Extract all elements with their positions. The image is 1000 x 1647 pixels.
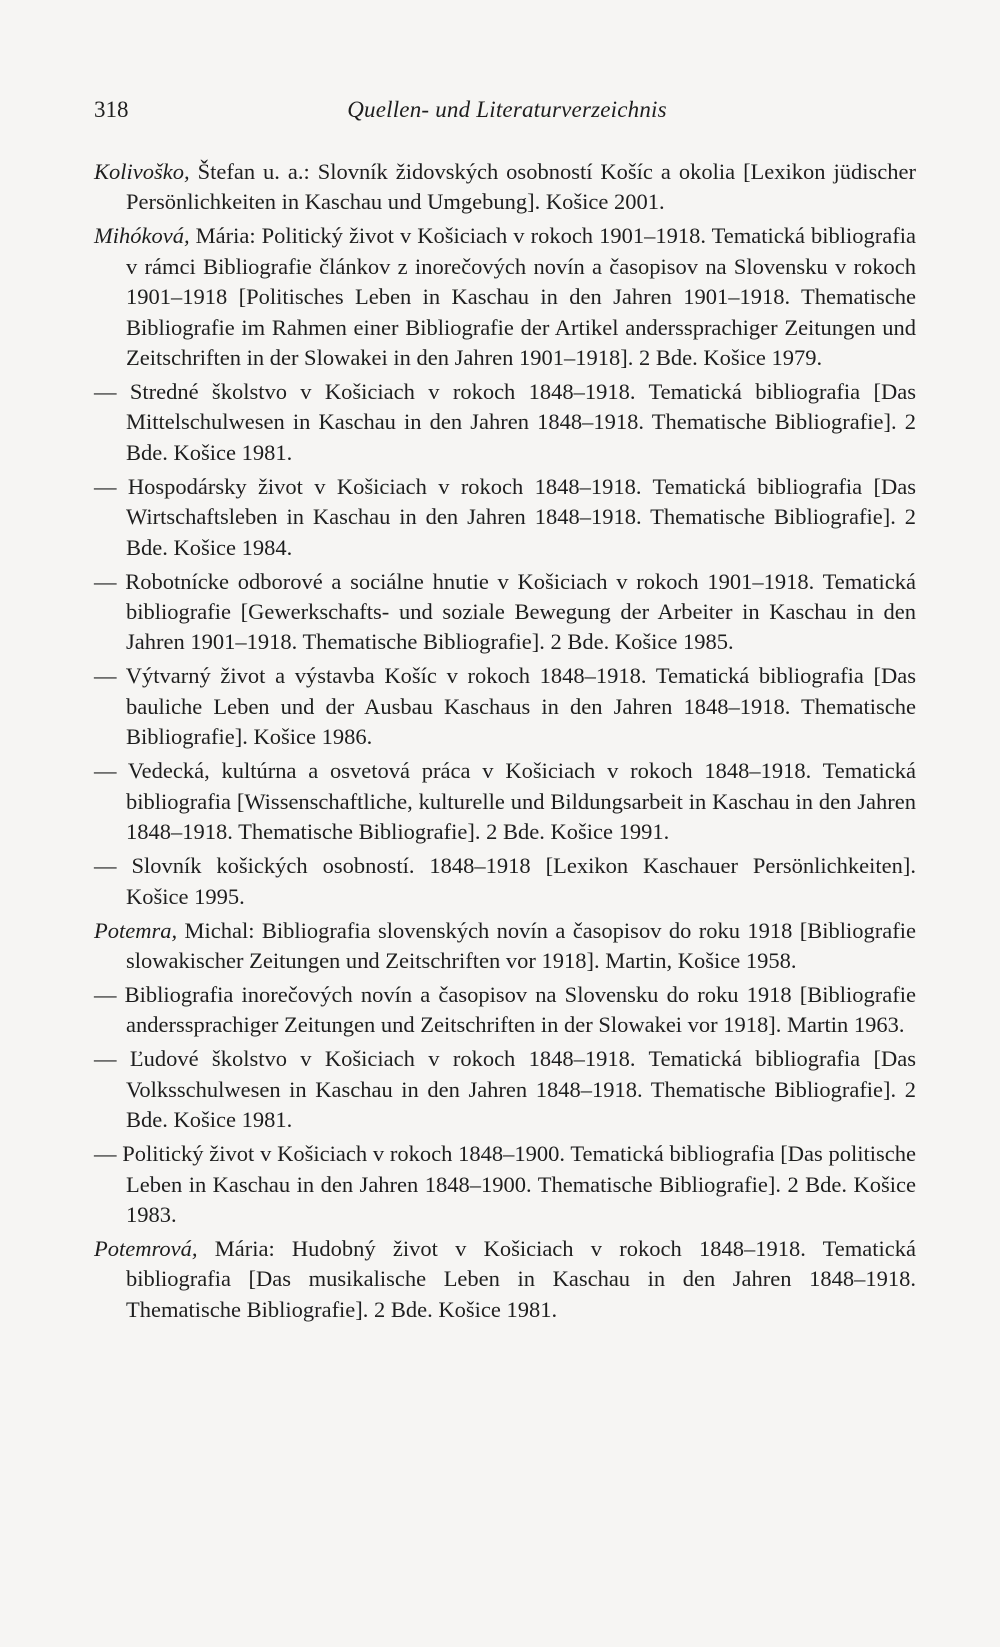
entry-text: Štefan u. a.: Slovník židovských osobností Košíc a okolia [Lexikon jüdischer Persönlichkeiten in Kaschau und Umgebung]. Košice 2001. [126,159,916,215]
entry-text: Michal: Bibliografia slovenských novín a časopisov do roku 1918 [Bibliografie slowakischer Zeitungen und Zeitschriften vor 1918]. Martin, Košice 1958. [126,917,916,973]
bibliography-entry [94,472,916,563]
bibliography-entry [94,851,916,912]
entry-text: Politický život v Košiciach v rokoch 1848–1900. Tematická bibliografia [Das politische Leben in Kaschau in den Jahren 1848–1900. Thematische Bibliografie]. 2 Bde. Košice 1983. [116,1141,916,1227]
bibliography-entry [94,377,916,468]
entry-dash: — [94,1046,117,1072]
entry-text: Slovník košických osobností. 1848–1918 [Lexikon Kaschauer Persönlichkeiten]. Košice 1995. [116,853,916,909]
bibliography-entry [94,567,916,658]
entry-dash: — [94,758,117,784]
entry-text: Bibliografia inorečových novín a časopisov na Slovensku do roku 1918 [Bibliografie anderssprachiger Zeitungen und Zeitschriften in der Slowakei vor 1918]. Martin 1963. [116,981,916,1038]
bibliography-entry [94,1044,916,1135]
running-head [94,92,920,128]
entry-text: Mária: Politický život v Košiciach v rokoch 1901–1918. Tematická bibliografia v rámci Bibliografie článkov z inorečových novín a časopisov na Slovensku v rokoch 1901–1918 [Politisches Leben in Kaschau in den Jahren 1901–1918. Thematische Bibliografie im Rahmen einer Bibliografie der Artikel anderssprachiger Zeitungen und Zeitschriften in der Slowakei in den Jahren 1901–1918]. 2 Bde. Košice 1979. [126,223,916,371]
bibliography-entry [94,980,916,1041]
entry-text: Stredné školstvo v Košiciach v rokoch 1848–1918. Tematická bibliografia [Das Mittelschulwesen in Kaschau in den Jahren 1848–1918. Thematische Bibliografie]. 2 Bde. Košice 1981. [116,379,916,465]
bibliography-entry [94,157,916,218]
entry-author: Potemra, [94,917,178,943]
bibliography-entry [94,916,916,977]
entry-dash: — [94,473,117,499]
entry-text: Ľudové školstvo v Košiciach v rokoch 1848–1918. Tematická bibliografia [Das Volksschulwesen in Kaschau in den Jahren 1848–1918. Thematische Bibliografie]. 2 Bde. Košice 1981. [116,1046,916,1133]
entry-text: Vedecká, kultúrna a osvetová práca v Košiciach v rokoch 1848–1918. Tematická bibliografia [Wissenschaftliche, kulturelle und Bildungsarbeit in Kaschau in den Jahren 1848–1918. Thematische Bibliografie]. 2 Bde. Košice 1991. [116,758,916,845]
page-number: 318 [94,97,129,122]
entry-text: Mária: Hudobný život v Košiciach v rokoch 1848–1918. Tematická bibliografia [Das musikalische Leben in Kaschau in den Jahren 1848–1918. Thematische Bibliografie]. 2 Bde. Košice 1981. [126,1235,916,1322]
bibliography-entry [94,221,916,373]
entry-text: Výtvarný život a výstavba Košíc v rokoch 1848–1918. Tematická bibliografia [Das bauliche Leben und der Ausbau Kaschaus in den Jahren 1848–1918. Thematische Bibliografie]. Košice 1986. [116,663,916,750]
entry-dash: — [94,853,117,879]
entry-dash: — [94,568,117,594]
entry-dash: — [94,981,117,1007]
entry-dash: — [94,1141,117,1167]
running-title: Quellen- und Literaturverzeichnis [347,97,667,122]
entry-author: Potemrová, [94,1235,198,1261]
bibliography-entry [94,1234,916,1325]
entry-author: Kolivoško, [94,159,190,184]
entry-text: Hospodársky život v Košiciach v rokoch 1848–1918. Tematická bibliografia [Das Wirtschaftsleben in Kaschau in den Jahren 1848–1918. Thematische Bibliografie]. 2 Bde. Košice 1984. [116,473,916,560]
entry-dash: — [94,379,117,405]
bibliography-entry [94,661,916,752]
bibliography-entry [94,756,916,847]
entry-dash: — [94,663,117,689]
bibliography-list [94,157,916,1329]
bibliography-entry [94,1139,916,1230]
entry-author: Mihóková, [94,223,190,249]
entry-text: Robotnícke odborové a sociálne hnutie v Košiciach v rokoch 1901–1918. Tematická bibliografie [Gewerkschafts- und soziale Bewegung der Arbeiter in Kaschau in den Jahren 1901–1918. Thematische Bibliografie]. 2 Bde. Košice 1985. [116,568,916,655]
